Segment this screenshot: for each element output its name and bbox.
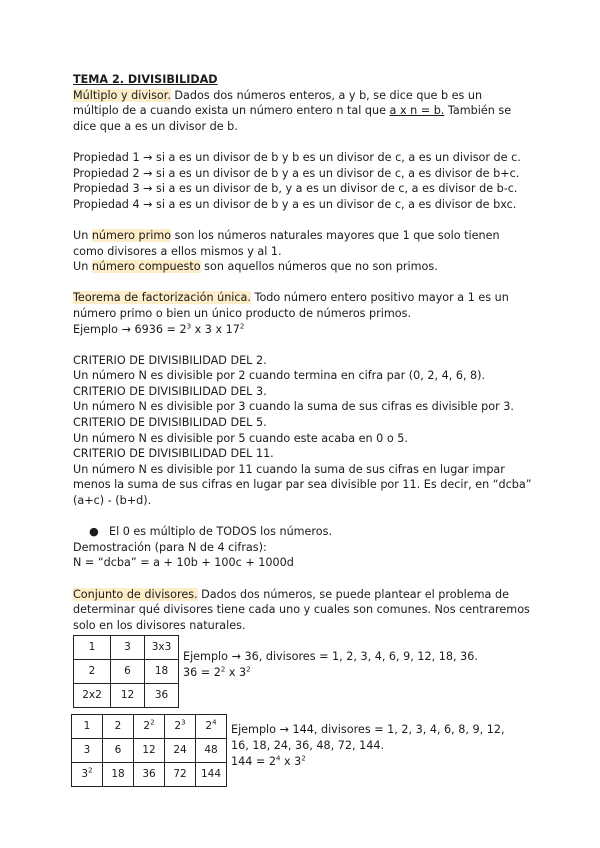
compuesto-term: número compuesto xyxy=(91,260,201,274)
table-cell: 3 xyxy=(72,739,103,763)
table-cell: $2^3$ xyxy=(165,715,196,739)
teorema-paragraph: Teorema de factorización única. Todo número entero positivo mayor a 1 es un número primo o bien un único producto de números primos. Ejemplo → $6936 = 2^3$ x 3 x $17^2$ xyxy=(73,291,509,336)
multiplo-term: Múltiplo y divisor. xyxy=(73,88,171,102)
criterio-2-text: Un número N es divisible por 2 cuando termina en cifra par (0, 2, 4, 6, 8). xyxy=(73,369,486,383)
demostracion-formula: N = “dcba” = a + 10b + 100c + 1000d xyxy=(73,556,294,570)
conjunto-term: Conjunto de divisores. xyxy=(73,587,198,601)
table-cell: 48 xyxy=(196,739,227,763)
table-cell: $2^4$ xyxy=(196,715,227,739)
primo-term: número primo xyxy=(91,228,172,242)
table-cell: $2^2$ xyxy=(134,715,165,739)
document-body xyxy=(73,72,543,787)
propiedad-2: Propiedad 2 → si a es un divisor de b y a es un divisor de c, a es divisor de b+c. xyxy=(73,166,520,180)
primo-paragraph: Un número primo son los números naturales mayores que 1 que solo tienen como divisores a ellos mismos y al 1. xyxy=(73,228,500,258)
compuesto-paragraph: Un número compuesto son aquellos números que no son primos. xyxy=(73,260,438,274)
table-cell: 12 xyxy=(111,684,145,708)
criterio-2-heading: CRITERIO DE DIVISIBILIDAD DEL 2. xyxy=(73,353,267,367)
bullet-item: ● El 0 es múltiplo de TODOS los números. xyxy=(89,525,333,539)
table-cell: 6 xyxy=(111,660,145,684)
table-cell: 3x3 xyxy=(145,636,179,660)
example-144-text: Ejemplo → 144, divisores = 1, 2, 3, 4, 6, 8, 9, 12, 16, 18, 24, 36, 48, 72, 144. $144 = 2^4$ x $3^2$ xyxy=(231,723,505,768)
criterio-5-heading: CRITERIO DE DIVISIBILIDAD DEL 5. xyxy=(73,416,267,430)
criterio-5-text: Un número N es divisible por 5 cuando este acaba en 0 o 5. xyxy=(73,431,408,445)
table-cell: 72 xyxy=(165,763,196,787)
table-cell: 18 xyxy=(145,660,179,684)
example-144 xyxy=(71,714,543,787)
table-cell: 6 xyxy=(103,739,134,763)
conjunto-paragraph: Conjunto de divisores. Dados dos números, se puede plantear el problema de determinar qué divisores tiene cada uno y cuales son comunes. Nos centraremos solo en los divisores naturales. xyxy=(73,587,530,632)
table-cell: 3 xyxy=(111,636,145,660)
criterio-3-heading: CRITERIO DE DIVISIBILIDAD DEL 3. xyxy=(73,384,267,398)
propiedad-3: Propiedad 3 → si a es un divisor de b, y a es un divisor de c, a es divisor de b-c. xyxy=(73,182,518,196)
propiedad-1: Propiedad 1 → si a es un divisor de b y b es un divisor de c, a es un divisor de c. xyxy=(73,150,521,164)
table-cell: 1 xyxy=(72,715,103,739)
criterio-11-text: Un número N es divisible por 11 cuando la suma de sus cifras en lugar impar menos la suma de sus cifras en lugar par sea divisible por 11. Es decir, en “dcba” (a+c) - (b+d). xyxy=(73,462,532,508)
table-cell: 2 xyxy=(103,715,134,739)
divisor-table-144 xyxy=(71,714,227,787)
table-cell: 144 xyxy=(196,763,227,787)
propiedad-4: Propiedad 4 → si a es un divisor de b y a es un divisor de c, a es divisor de bxc. xyxy=(73,197,517,211)
demostracion-label: Demostración (para N de 4 cifras): xyxy=(73,540,267,554)
bullet-dot-icon: ● xyxy=(89,525,99,539)
teorema-term: Teorema de factorización única. xyxy=(73,291,251,305)
example-36-text: Ejemplo → 36, divisores = 1, 2, 3, 4, 6, 9, 12, 18, 36. $36 = 2^2$ x $3^2$ xyxy=(183,650,478,679)
table-cell: 24 xyxy=(165,739,196,763)
table-cell: 18 xyxy=(103,763,134,787)
page-title: TEMA 2. DIVISIBILIDAD xyxy=(73,73,218,86)
example-36 xyxy=(73,635,543,708)
table-cell: 1 xyxy=(74,636,111,660)
table-cell: $3^2$ xyxy=(72,763,103,787)
criterio-11-heading: CRITERIO DE DIVISIBILIDAD DEL 11. xyxy=(73,447,274,461)
table-cell: 2 xyxy=(74,660,111,684)
multiplo-formula: a x n = b. xyxy=(389,104,445,118)
criterio-3-text: Un número N es divisible por 3 cuando la suma de sus cifras es divisible por 3. xyxy=(73,400,514,414)
table-cell: 36 xyxy=(134,763,165,787)
divisor-table-36 xyxy=(73,635,179,708)
table-cell: 2x2 xyxy=(74,684,111,708)
table-cell: 36 xyxy=(145,684,179,708)
multiplo-paragraph: Múltiplo y divisor. Dados dos números enteros, a y b, se dice que b es un múltiplo de a cuando exista un número entero n tal que a x n = b. También se dice que a es un divisor de b. xyxy=(73,88,512,133)
table-cell: 12 xyxy=(134,739,165,763)
